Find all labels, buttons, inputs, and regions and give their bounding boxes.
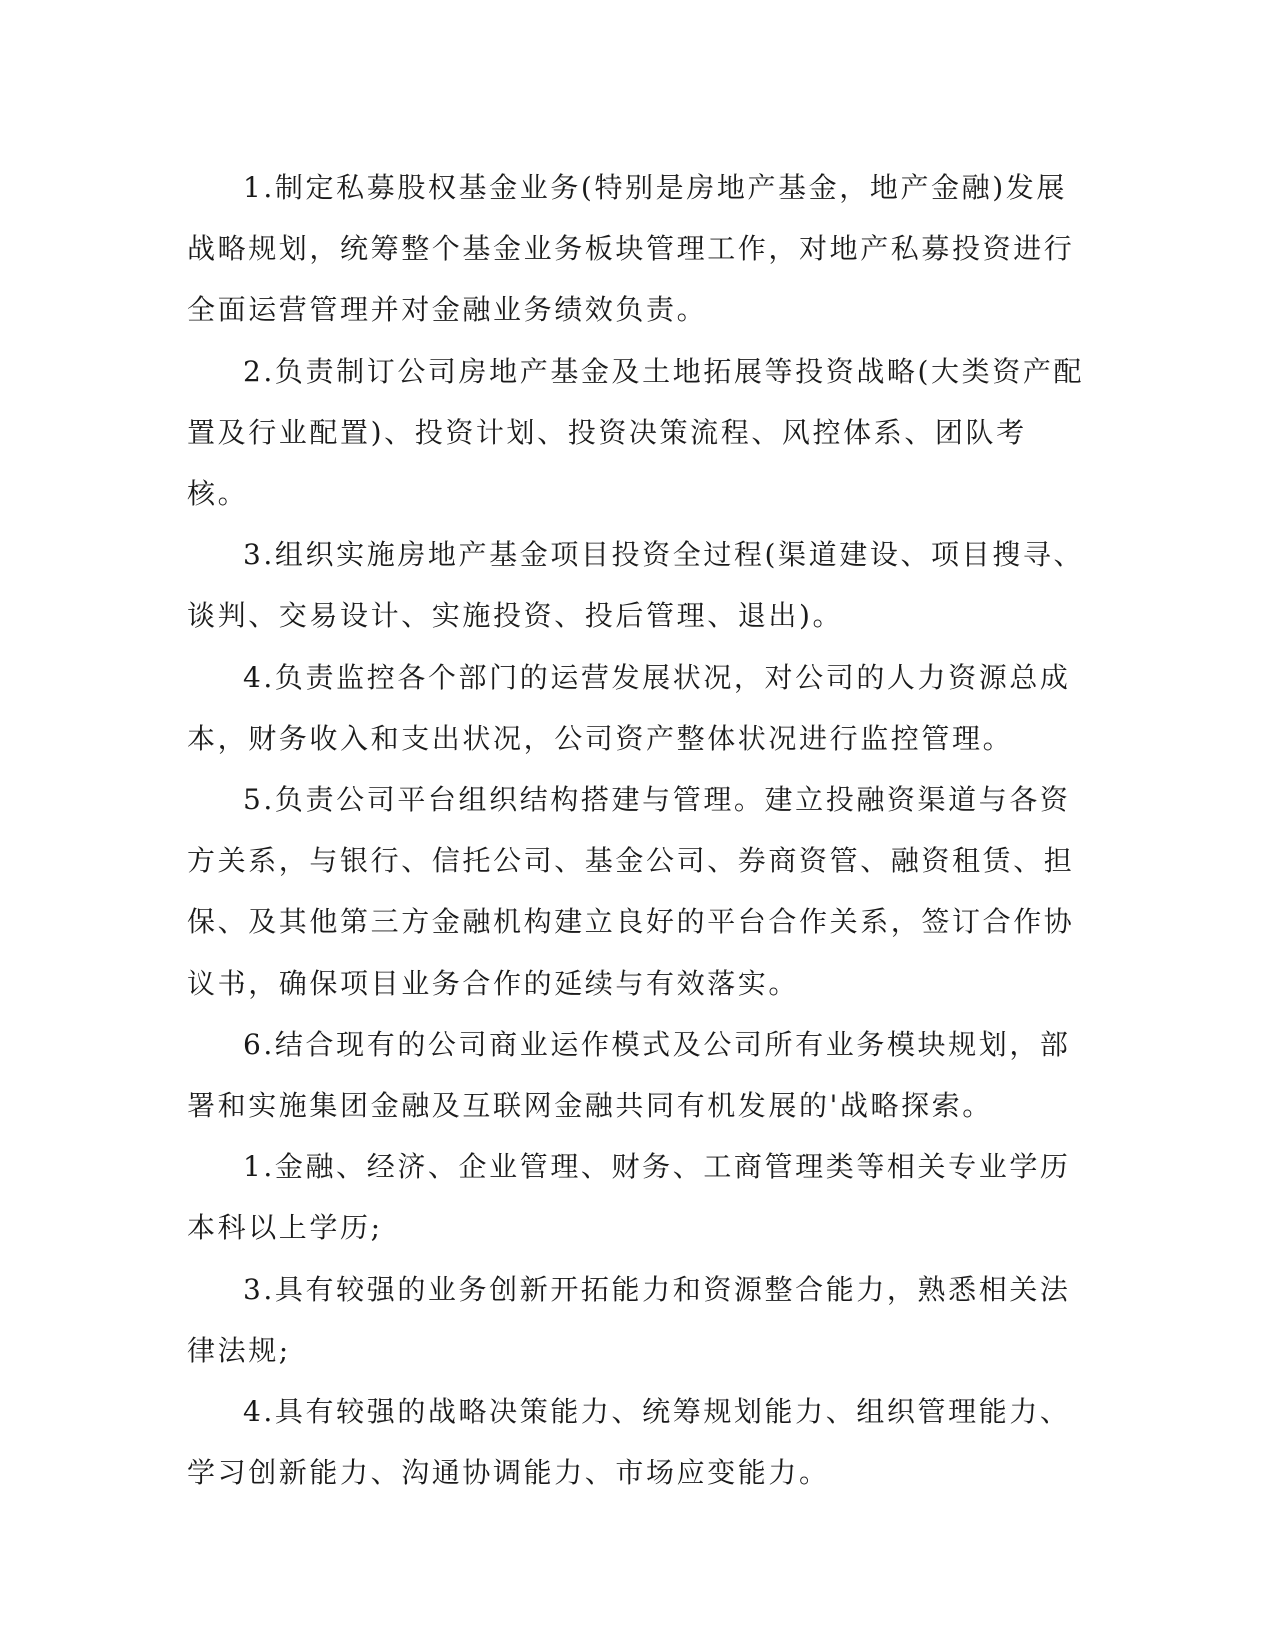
paragraph-requirement-3: 3.具有较强的业务创新开拓能力和资源整合能力，熟悉相关法律法规; (187, 1272, 1071, 1367)
paragraph-requirement-1: 1.金融、经济、企业管理、财务、工商管理类等相关专业学历本科以上学历; (187, 1150, 1071, 1245)
paragraph-duty-1: 1.制定私募股权基金业务(特别是房地产基金，地产金融)发展战略规划，统筹整个基金业务板块管理工作，对地产私募投资进行全面运营管理并对金融业务绩效负责。 (187, 171, 1075, 327)
paragraph-duty-6: 6.结合现有的公司商业运作模式及公司所有业务模块规划，部署和实施集团金融及互联网金融共同有机发展的'战略探索。 (187, 1027, 1071, 1123)
paragraph-requirement-4: 4.具有较强的战略决策能力、统筹规划能力、组织管理能力、学习创新能力、沟通协调能力、市场应变能力。 (187, 1395, 1071, 1490)
paragraph-duty-2: 2.负责制订公司房地产基金及土地拓展等投资战略(大类资产配置及行业配置)、投资计划、投资决策流程、风控体系、团队考核。 (187, 354, 1085, 511)
paragraph-duty-4: 4.负责监控各个部门的运营发展状况，对公司的人力资源总成本，财务收入和支出状况，公司资产整体状况进行监控管理。 (187, 660, 1071, 755)
paragraph-duty-5: 5.负责公司平台组织结构搭建与管理。建立投融资渠道与各资方关系，与银行、信托公司、基金公司、券商资管、融资租赁、担保、及其他第三方金融机构建立良好的平台合作关系，签订合作协议书，确保项目业务合作的延续与有效落实。 (187, 783, 1075, 1000)
paragraph-duty-3: 3.组织实施房地产基金项目投资全过程(渠道建设、项目搜寻、谈判、交易设计、实施投资、投后管理、退出)。 (187, 538, 1085, 633)
document-body (187, 157, 1087, 1503)
